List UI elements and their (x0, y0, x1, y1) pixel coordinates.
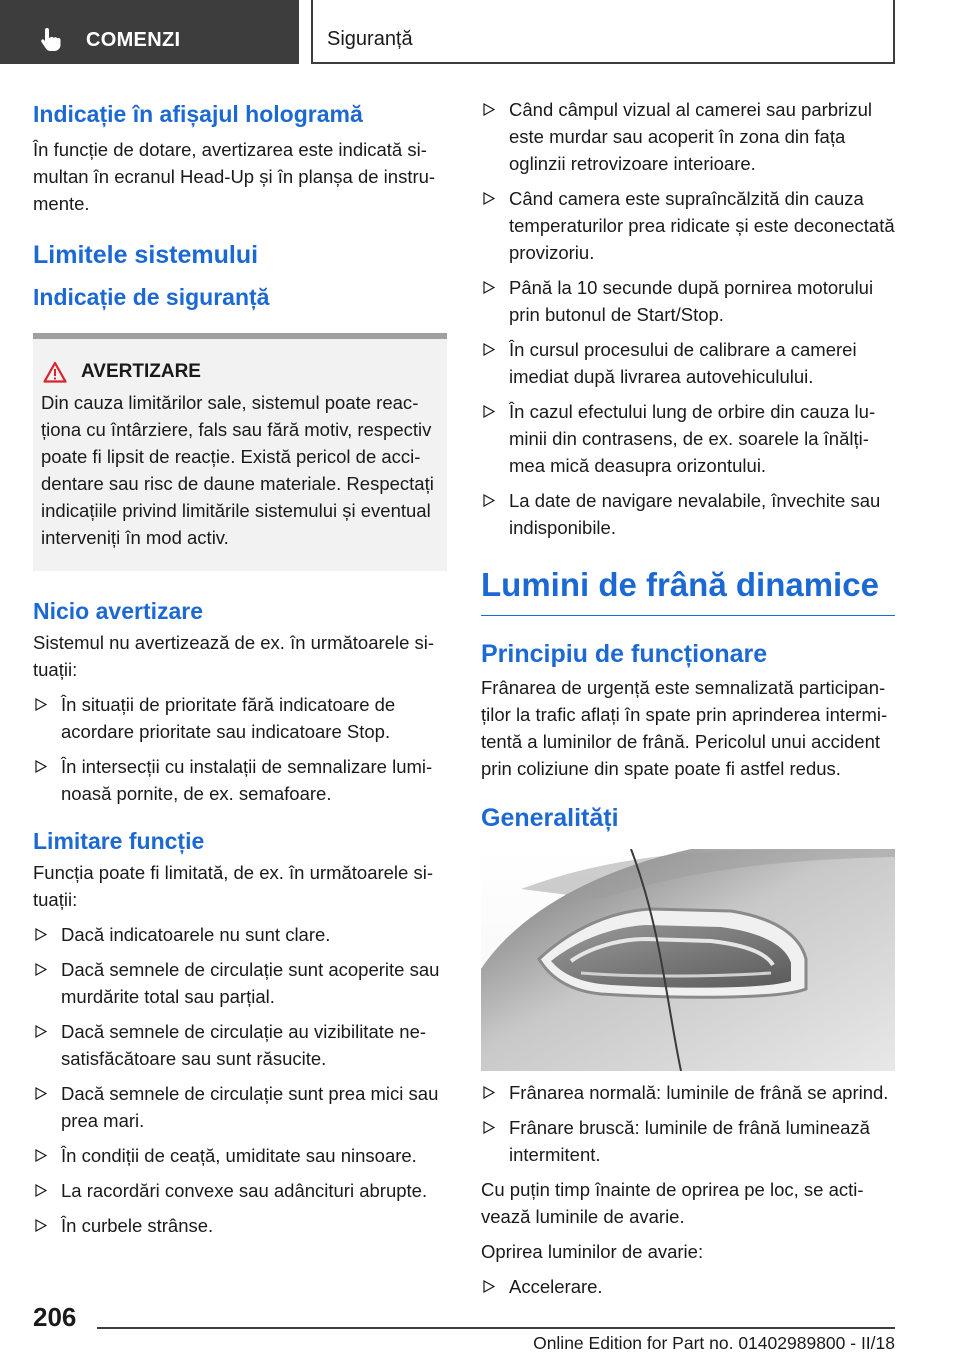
list-item: Când câmpul vizual al camerei sau parbrizul este murdar sau acoperit în zona din fața oglinzii retrovizoare interioare. (481, 96, 895, 177)
list-item: În cursul procesului de calibrare a camerei imediat după livrarea autovehiculului. (481, 336, 895, 390)
list-item: În situații de prioritate fără indicatoare de acordare prioritate sau indicatoare Stop. (33, 691, 447, 745)
list-item: Dacă semnele de circulație sunt acoperite sau murdărite total sau parțial. (33, 956, 447, 1010)
list-item: Dacă semnele de circulație au vizibilitate nesatisfăcătoare sau sunt răsucite. (33, 1018, 447, 1072)
triangle-bullet-icon (35, 1149, 47, 1162)
edition-note: Online Edition for Part no. 01402989800 - II/18 (533, 1333, 895, 1353)
heading-dynamic-brake-lights: Lumini de frână dinamice (481, 565, 895, 616)
triangle-bullet-icon (483, 1086, 495, 1099)
paragraph-hologram: În funcție de dotare, avertizarea este indicată simultan în ecranul Head-Up și în planșa de instrumente. (33, 138, 436, 214)
triangle-bullet-icon (35, 698, 47, 711)
warning-text: Din cauza limitărilor sale, sistemul poate reacționa cu întârziere, fals sau fără motiv, respectiv poate fi lipsit de reacție. Există pericol de accidentare sau risc de daune materiale. Respectați indicațiile privind limitările sistemului și eventual interveniți în mod activ. (41, 392, 434, 549)
warning-box (33, 333, 447, 571)
triangle-bullet-icon (483, 281, 495, 294)
triangle-bullet-icon (483, 405, 495, 418)
triangle-bullet-icon (35, 760, 47, 773)
limit-list-continued (481, 96, 895, 541)
tail-light-illustration (481, 849, 895, 1071)
heading-function-limit: Limitare funcție (33, 828, 205, 855)
right-column (481, 96, 895, 1300)
triangle-bullet-icon (483, 1280, 495, 1293)
left-column (33, 100, 447, 1239)
list-item: Când camera este supraîncălzită din cauza temperaturilor prea ridicate și este deconectată provizoriu. (481, 185, 895, 266)
triangle-bullet-icon (483, 103, 495, 116)
triangle-bullet-icon (35, 1184, 47, 1197)
heading-no-warning: Nicio avertizare (33, 598, 204, 625)
triangle-bullet-icon (35, 928, 47, 941)
triangle-bullet-icon (483, 343, 495, 356)
list-item: În condiții de ceață, umiditate sau ninsoare. (33, 1142, 447, 1169)
triangle-bullet-icon (35, 1087, 47, 1100)
heading-safety-note: Indicație de siguranță (33, 284, 270, 311)
list-item: Dacă indicatoarele nu sunt clare. (33, 921, 447, 948)
function-limit-list (33, 921, 447, 1239)
list-item: În curbele strânse. (33, 1212, 447, 1239)
header-tab[interactable] (0, 0, 299, 64)
warning-triangle-icon (43, 361, 67, 383)
warning-title (41, 361, 437, 383)
page-number: 206 (33, 1302, 77, 1332)
list-item: Frânarea normală: luminile de frână se aprind. (481, 1079, 895, 1106)
paragraph-hazard-lights: Cu puțin timp înainte de oprirea pe loc, se activează luminile de avarie. (481, 1178, 864, 1227)
triangle-bullet-icon (483, 192, 495, 205)
header-tab-label: COMENZI (86, 29, 181, 51)
paragraph-principle: Frânarea de urgență este semnalizată participanților la trafic aflați în spate prin aprinderea intermitentă a luminilor de frână. Pericolul unui accident prin coliziune din spate poate fi astfel redus. (481, 677, 888, 780)
triangle-bullet-icon (35, 1025, 47, 1038)
triangle-bullet-icon (483, 1121, 495, 1134)
list-item: Până la 10 secunde după pornirea motorului prin butonul de Start/Stop. (481, 274, 895, 328)
triangle-bullet-icon (35, 963, 47, 976)
triangle-bullet-icon (483, 494, 495, 507)
footer-divider (97, 1327, 895, 1329)
paragraph-stop-hazard: Oprirea luminilor de avarie: (481, 1240, 704, 1262)
tail-light-image (481, 849, 895, 1071)
list-item: În cazul efectului lung de orbire din cauza luminii din contrasens, de ex. soarele la înălțimea mică deasupra orizontului. (481, 398, 895, 479)
paragraph-no-warning: Sistemul nu avertizează de ex. în următoarele situații: (33, 632, 435, 681)
header-section (311, 0, 895, 64)
list-item: Accelerare. (481, 1273, 895, 1300)
warning-title-text: AVERTIZARE (81, 361, 201, 383)
list-item: În intersecții cu instalații de semnalizare luminoasă pornite, de ex. semafoare. (33, 753, 447, 807)
list-item: La date de navigare nevalabile, învechite sau indisponibile. (481, 487, 895, 541)
stop-hazard-list (481, 1273, 895, 1300)
triangle-bullet-icon (35, 1219, 47, 1232)
brake-light-list (481, 1079, 895, 1168)
paragraph-function-limit: Funcția poate fi limitată, de ex. în următoarele situații: (33, 862, 434, 911)
heading-operating-principle: Principiu de funcționare (481, 639, 768, 668)
list-item: Frânare bruscă: luminile de frână luminează intermitent. (481, 1114, 895, 1168)
no-warning-list (33, 691, 447, 807)
heading-system-limits: Limitele sistemului (33, 240, 259, 269)
heading-general: Generalități (481, 804, 619, 833)
list-item: La racordări convexe sau adâncituri abrupte. (33, 1177, 447, 1204)
heading-hologram: Indicație în afișajul hologramă (33, 101, 363, 127)
section-title: Siguranță (327, 28, 413, 50)
hand-pointer-icon (38, 26, 64, 52)
list-item: Dacă semnele de circulație sunt prea mici sau prea mari. (33, 1080, 447, 1134)
